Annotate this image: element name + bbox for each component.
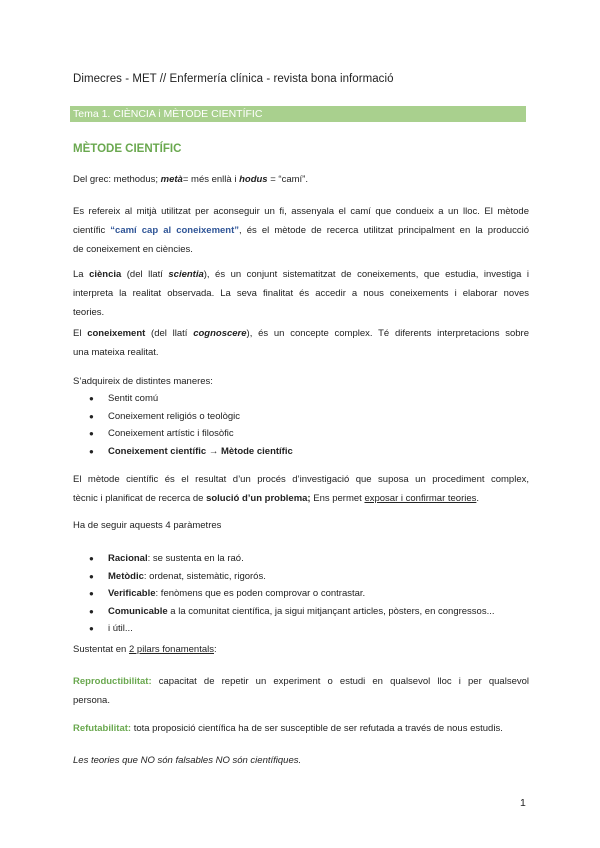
list-item-text: Sentit comú bbox=[108, 393, 159, 404]
underlined-phrase: exposar i confirmar teories bbox=[364, 493, 477, 504]
list-item bbox=[73, 550, 543, 568]
list-item bbox=[73, 568, 543, 586]
parameter-name: Metòdic bbox=[108, 570, 144, 582]
term-meta: metà bbox=[160, 174, 183, 185]
text-run: ), és un conjunt sistematitzat de coneixements, que estudia, investiga i bbox=[203, 269, 529, 280]
parameter-desc: : se sustenta en la raó. bbox=[147, 553, 244, 564]
paragraph-etymology bbox=[73, 170, 529, 189]
bullet-icon: ● bbox=[89, 571, 94, 581]
text-line bbox=[73, 221, 529, 240]
parameter-name: Comunicable bbox=[108, 605, 168, 617]
pillar-name: Refutabilitat: bbox=[73, 723, 132, 734]
bullet-icon: ● bbox=[89, 554, 94, 563]
list-item bbox=[73, 425, 529, 443]
text-line: de coneixement en ciències. bbox=[73, 244, 193, 255]
paragraph-pillars bbox=[73, 640, 529, 659]
list-item bbox=[73, 390, 529, 408]
bullet-icon: ● bbox=[89, 624, 94, 633]
bullet-icon: ● bbox=[89, 411, 94, 421]
text-run: tècnic i planificat de recerca de bbox=[73, 493, 207, 504]
text-run: ), és un concepte complex. Té diferents interpretacions sobre bbox=[246, 328, 529, 339]
paragraph-definition bbox=[73, 202, 529, 259]
paragraph-refutability bbox=[73, 719, 529, 738]
text-run: (del llatí bbox=[145, 328, 194, 339]
text-run: Ens permet bbox=[310, 493, 365, 504]
paragraph-ciencia bbox=[73, 265, 529, 322]
list-item bbox=[73, 443, 529, 461]
parameter-name: Verificable bbox=[108, 588, 156, 599]
list-item bbox=[73, 585, 543, 603]
text-line bbox=[73, 324, 529, 343]
term-hodus: hodus bbox=[239, 174, 268, 185]
parameter-desc: : fenòmens que es poden comprovar o contrastar. bbox=[155, 588, 366, 599]
text-line: Es refereix al mitjà utilitzat per aconseguir un fi, assenyala el camí que condueix a un lloc. El mètode bbox=[73, 206, 529, 217]
highlight-phrase: “camí cap al coneixement” bbox=[110, 225, 240, 236]
list-item-text: Coneixement artístic i filosòfic bbox=[108, 428, 234, 439]
text-run: = més enllà i bbox=[182, 174, 240, 185]
parameter-desc: : ordenat, sistemàtic, rigorós. bbox=[143, 570, 266, 582]
text-run: científic bbox=[73, 225, 111, 236]
section-title: MÈTODE CIENTÍFIC bbox=[73, 143, 182, 155]
list-item bbox=[73, 408, 529, 426]
bullet-icon: ● bbox=[89, 429, 94, 438]
text-run: (del llatí bbox=[121, 269, 169, 280]
bullet-icon: ● bbox=[89, 394, 94, 403]
text-run: capacitat de repetir un experiment o estudi en qualsevol lloc i per qualsevol bbox=[151, 676, 529, 687]
paragraph-coneixement bbox=[73, 324, 529, 362]
text-run: : bbox=[214, 644, 217, 655]
text-run: . bbox=[476, 493, 480, 504]
text-run: tota proposició científica ha de ser susceptible de ser refutada a través de nous estudis. bbox=[131, 723, 503, 734]
text-run: , és el mètode de recerca utilitzat principalment en la producció bbox=[239, 225, 529, 236]
term-scientia: scientia bbox=[168, 269, 204, 280]
parameter-name: Racional bbox=[108, 553, 148, 564]
list-parameters bbox=[73, 550, 543, 638]
bullet-icon: ● bbox=[89, 606, 94, 616]
document-header: Dimecres - MET // Enfermería clínica - revista bona informació bbox=[73, 73, 394, 85]
paragraph-reproducibility bbox=[73, 672, 529, 710]
bullet-icon: ● bbox=[89, 446, 94, 456]
list-item-text: i útil... bbox=[108, 623, 133, 634]
paragraph-parameters-intro: Ha de seguir aquests 4 paràmetres bbox=[73, 520, 222, 531]
list-ways-of-knowing bbox=[73, 390, 529, 460]
text-line: El mètode científic és el resultat d’un procés d’investigació que suposa un procediment complex, bbox=[73, 474, 529, 485]
term-coneixement: coneixement bbox=[87, 328, 146, 339]
bullet-icon: ● bbox=[89, 589, 94, 598]
text-run: Sustentat en bbox=[73, 644, 129, 655]
text-line: interpreta la realitat observada. La seva finalitat és accedir a nous coneixements i elaborar noves bbox=[73, 288, 529, 299]
text-line: una mateixa realitat. bbox=[73, 347, 159, 358]
parameter-desc: a la comunitat científica, ja sigui mitjançant articles, pòsters, en congressos... bbox=[167, 605, 495, 617]
term-ciencia: ciència bbox=[89, 269, 122, 280]
list-item bbox=[73, 603, 543, 621]
text-line bbox=[73, 489, 529, 508]
pillar-name: Reproductibilitat: bbox=[73, 676, 152, 687]
paragraph-falsifiability-note: Les teories que NO són falsables NO són científiques. bbox=[73, 755, 302, 766]
text-line: persona. bbox=[73, 695, 110, 706]
text-line bbox=[73, 265, 529, 284]
text-line bbox=[73, 672, 529, 691]
text-line: teories. bbox=[73, 307, 105, 318]
text-run: = “camí”. bbox=[267, 174, 308, 185]
text-run: La bbox=[73, 269, 90, 280]
page-number: 1 bbox=[520, 797, 526, 809]
term-cognoscere: cognoscere bbox=[193, 328, 247, 339]
underlined-phrase: 2 pilars fonamentals bbox=[128, 644, 215, 655]
text-run: Del grec: methodus; bbox=[73, 174, 161, 185]
topic-title: Tema 1. CIÈNCIA i MÈTODE CIENTÍFIC bbox=[73, 108, 263, 120]
list-item-text: Coneixement científic → Mètode científic bbox=[108, 445, 293, 457]
emphasis-phrase: solució d’un problema; bbox=[206, 493, 311, 504]
list-item-text: Coneixement religiós o teològic bbox=[108, 410, 241, 422]
paragraph-result bbox=[73, 470, 529, 508]
text-run: El bbox=[73, 328, 88, 339]
paragraph-intro-list: S’adquireix de distintes maneres: bbox=[73, 376, 213, 387]
list-item bbox=[73, 620, 543, 638]
